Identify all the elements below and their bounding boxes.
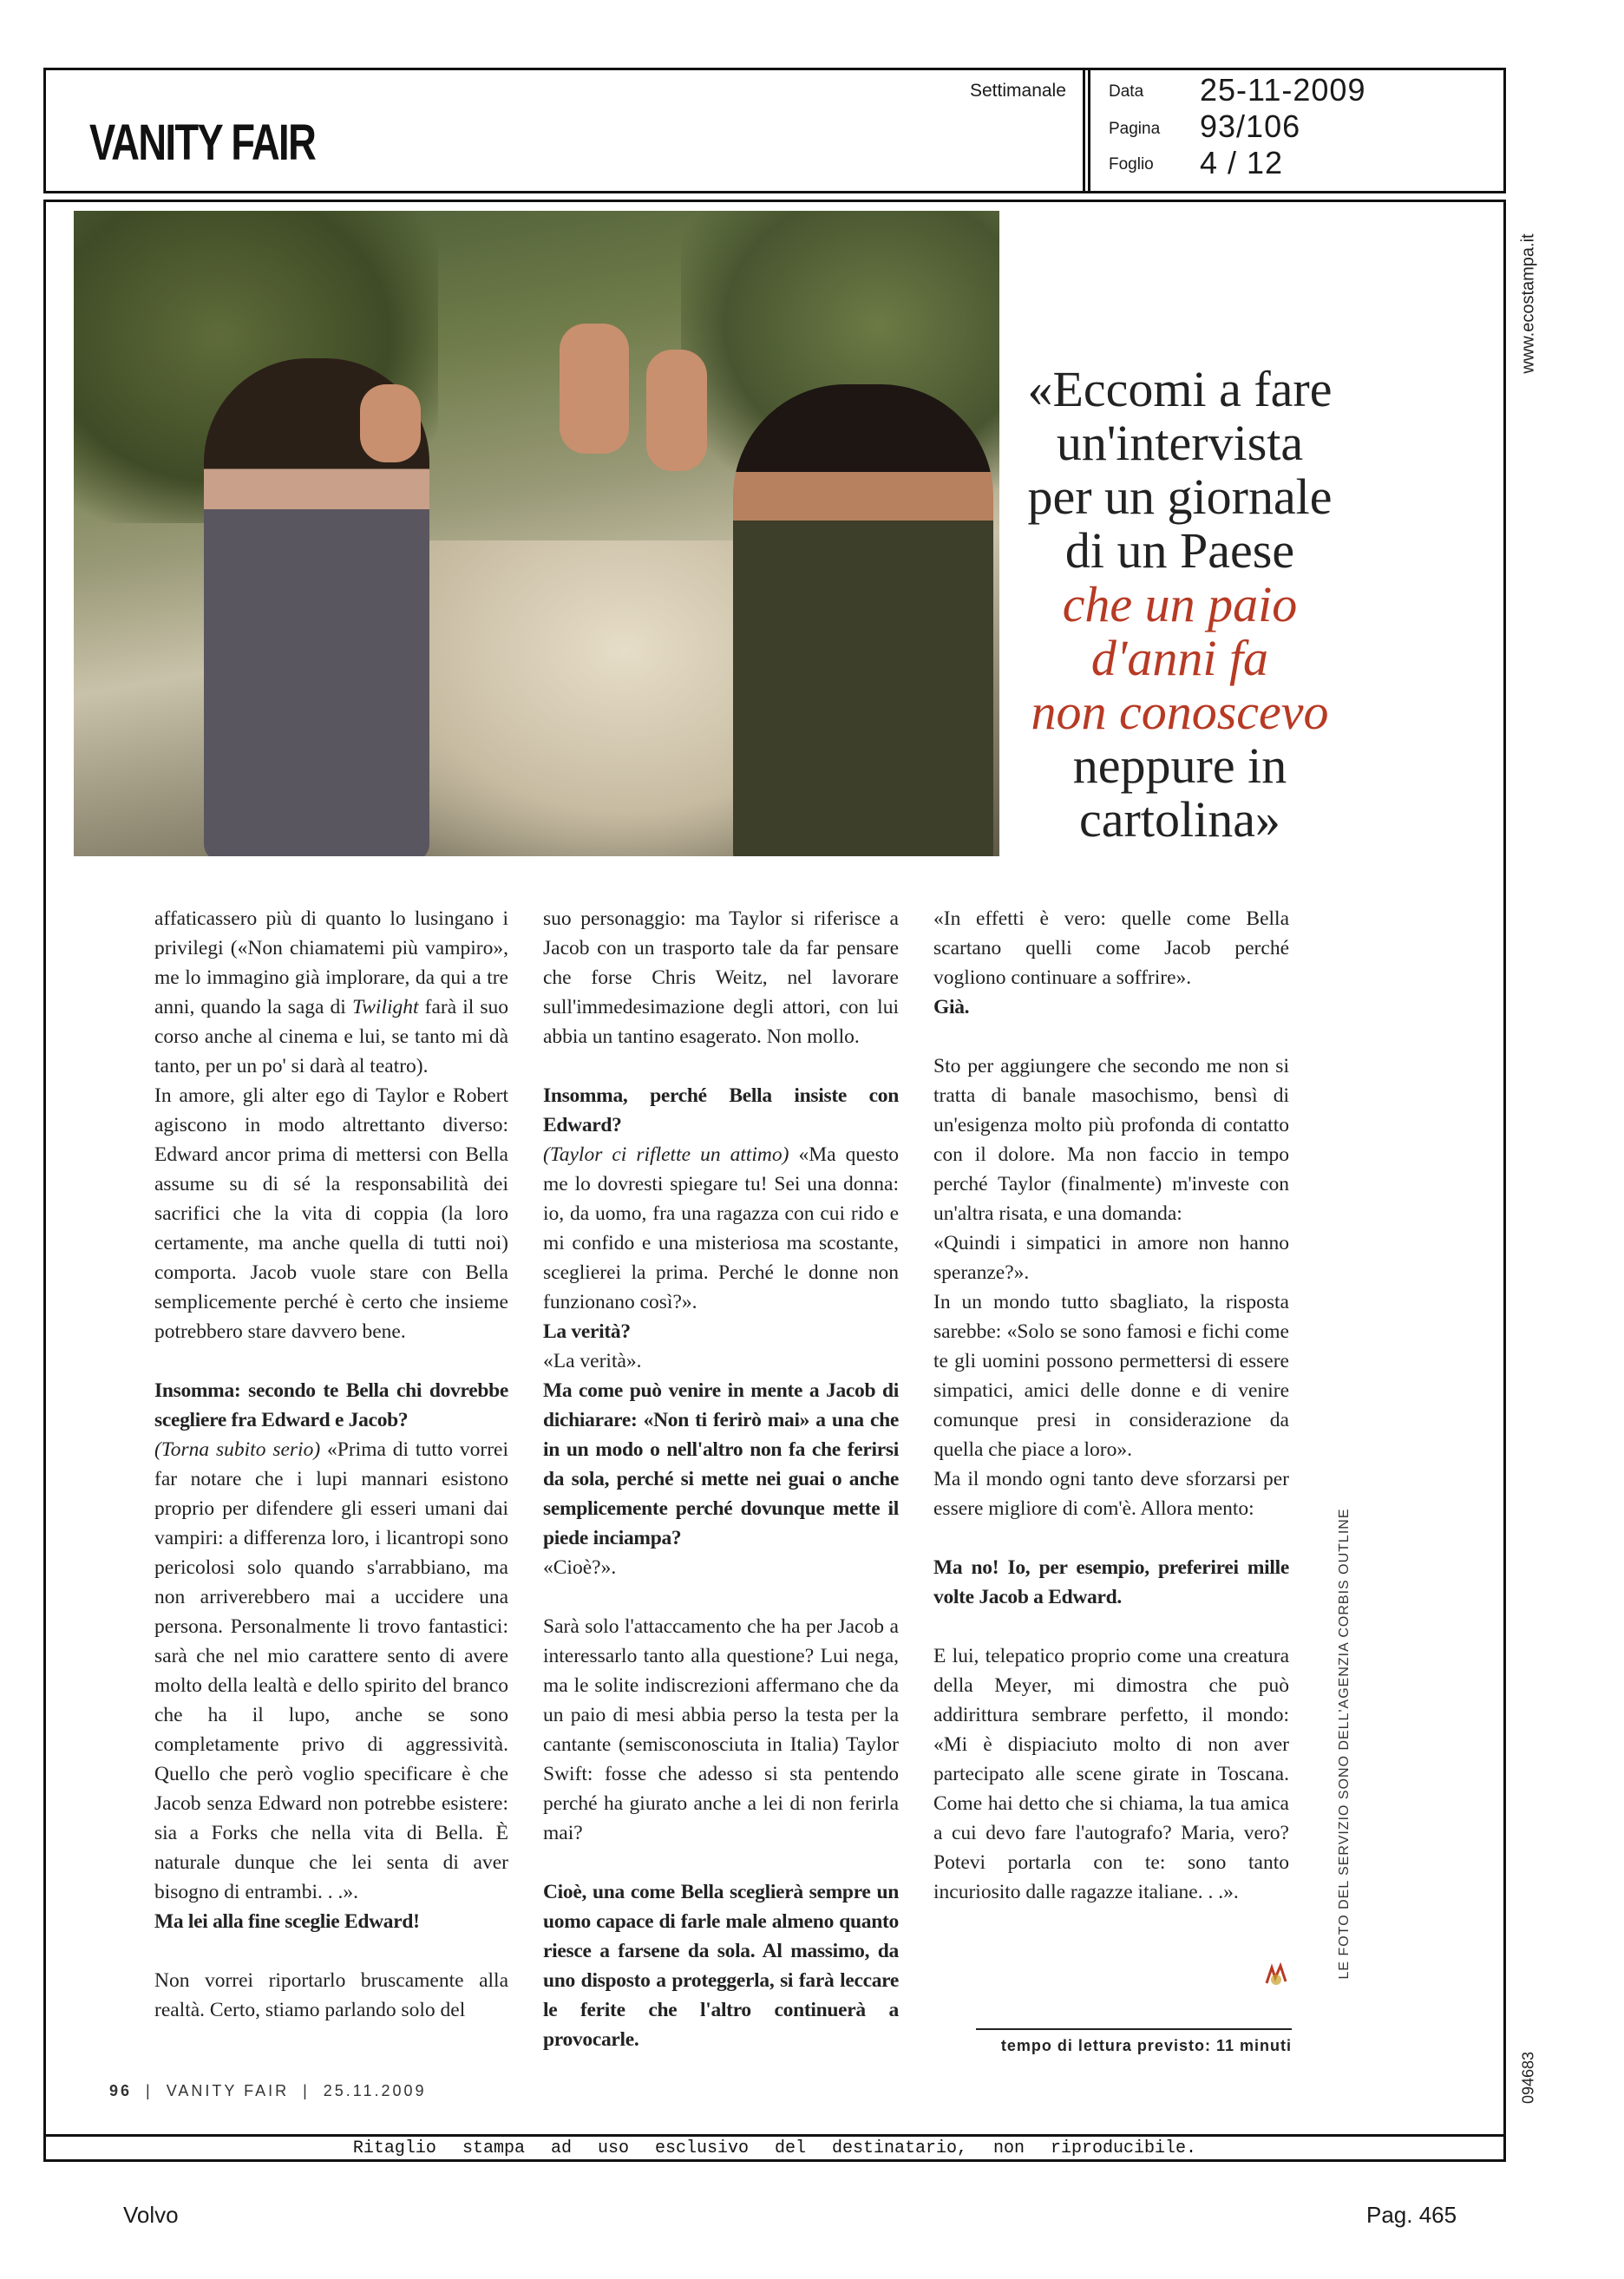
article-column-3 [933, 904, 1289, 1907]
pagina-label: Pagina [1109, 120, 1161, 138]
interview-question: Ma lei alla fine sceglie Edward! [154, 1910, 420, 1933]
magazine-footer: 96 | VANITY FAIR | 25.11.2009 [109, 2082, 427, 2099]
paragraph: E lui, telepatico proprio come una creatura della Meyer, mi dimostra che può addirittura sembrare perfetto, il mondo: «Mi è dispiaciuto molto di non aver partecipato alle scene girate in Toscana. Come hai detto che si chiama, la tua amica a cui devo fare l'autografo? Maria, vero? Potevi portarla con te: sono tanto incuriosito dalle ragazze italiane. . .». [933, 1645, 1289, 1903]
paragraph: «In effetti è vero: quelle come Bella scartano quelli come Jacob perché vogliono continuare a soffrire». [933, 907, 1289, 989]
document-code: 094683 [1519, 2051, 1537, 2105]
pagina-value: 93/106 [1200, 108, 1301, 144]
paragraph: (Taylor ci riflette un attimo) «Ma questo me lo dovresti spiegare tu! Sei una donna: io, da uomo, fra una ragazza con cui rido e mi confido e una misteriosa ma scostante, sceglierei la prima. Perché le donne non funzionano così?». [543, 1143, 899, 1313]
article-column-2 [543, 904, 899, 2054]
photo-credit: LE FOTO DEL SERVIZIO SONO DELL'AGENZIA CORBIS OUTLINE [1337, 1508, 1352, 1980]
pull-quote: «Eccomi a fare un'intervista per un giornale di un Paese che un paio d'anni fa non conoscevo neppure in cartolina» [1027, 361, 1333, 848]
article-column-1 [154, 904, 508, 2025]
paragraph: affaticassero più di quanto lo lusingano i privilegi («Non chiamatemi più vampiro», me lo immagino già implorare, da qui a tre anni, quando la saga di Twilight farà il suo corso anche al cinema e lui, se tanto mi dà tanto, per un po' si darà al teatro). [154, 907, 509, 1077]
header-divider [1083, 70, 1085, 191]
frequency-label: Settimanale [970, 81, 1066, 101]
data-label: Data [1109, 82, 1144, 101]
paragraph: Non vorrei riportarlo bruscamente alla realtà. Certo, stiamo parlando solo del [154, 1969, 508, 2021]
paragraph: (Torna subito serio) «Prima di tutto vorrei far notare che i lupi mannari esistono proprio per difendere gli esseri umani dai vampiri: a differenza loro, i licantropi sono pericolosi solo quando s'arrabbiano, ma non arriverebbero mai a uccidere una persona. Personalmente li trovo fantastici: sarà che nel mio carattere sento di avere molto della lealtà e dello spirito del branco che ha il lupo, anche se sono completamente privo di aggressività. Quello che però voglio specificare è che Jacob senza Edward non potrebbe esistere: sia a Forks che nella vita di Bella. È naturale dunque che lei senta di aver bisogno di entrambi. . .». [154, 1438, 508, 1903]
paragraph: «La verità». [543, 1350, 642, 1372]
end-mark-icon [1263, 1962, 1289, 1988]
vanity-fair-logo: VANITY FAIR [89, 115, 316, 171]
interview-question: Insomma: secondo te Bella chi dovrebbe scegliere fra Edward e Jacob? [154, 1379, 508, 1431]
paragraph: In un mondo tutto sbagliato, la risposta sarebbe: «Solo se sono famosi e fichi come te gli uomini possono permettersi di essere simpatici, amici delle donne e di venire comunque presi in considerazione da quella che piace a loro». [933, 1291, 1289, 1461]
ecostampa-watermark: www.ecostampa.it [1518, 233, 1538, 374]
interview-question: Ma come può venire in mente a Jacob di dichiarare: «Non ti ferirò mai» a una che in un modo o nell'altro non fa che ferirsi da sola, perché si mette nei guai o anche semplicemente perché dovunque mette il piede inciampa? [543, 1379, 899, 1549]
paragraph: «Cioè?». [543, 1556, 617, 1579]
clipping-notice: Ritaglio stampa ad uso esclusivo del destinatario, non riproducibile. [45, 2134, 1504, 2162]
clipping-header [43, 68, 1506, 193]
interview-question: La verità? [543, 1320, 631, 1343]
page-number: Pag. 465 [1366, 2202, 1457, 2228]
paragraph: Ma il mondo ogni tanto deve sforzarsi per essere migliore di com'è. Allora mento: [933, 1468, 1289, 1520]
header-divider [1088, 70, 1090, 191]
interview-question: Già. [933, 996, 970, 1018]
article-photo [74, 211, 999, 856]
interview-question: Cioè, una come Bella sceglierà sempre un uomo capace di farle male almeno quanto riesce a farsene da sola. Al massimo, da uno disposto a proteggerla, si farà leccare le ferite che l'altro continuerà a provocarle. [543, 1881, 899, 2051]
interview-question: Ma no! Io, per esempio, preferirei mille volte Jacob a Edward. [933, 1556, 1289, 1608]
paragraph: «Quindi i simpatici in amore non hanno speranze?». [933, 1232, 1289, 1284]
foglio-value: 4 / 12 [1200, 145, 1284, 180]
photo-figure-man [733, 384, 993, 856]
foglio-label: Foglio [1109, 155, 1154, 174]
paragraph: Sarà solo l'attaccamento che ha per Jacob a interessarlo tanto alla questione? Lui nega, ma le solite indiscrezioni affermano che da un paio di mesi abbia perso la testa per la cantante (semisconosciuta in Italia) Taylor Swift: fosse che adesso si sta pentendo perché ha giurato anche a lei di non ferirla mai? [543, 1615, 899, 1844]
paragraph: suo personaggio: ma Taylor si riferisce a Jacob con un trasporto tale da far pensare che forse Chris Weitz, nel lavorare sull'immedesimazione degli attori, con lui abbia un tantino esagerato. Non mollo. [543, 907, 899, 1048]
reading-time: tempo di lettura previsto: 11 minuti [976, 2028, 1292, 2055]
paragraph: Sto per aggiungere che secondo me non si tratta di banale masochismo, bensì di un'esigenza molto più profonda di contatto con il dolore. Ma non faccio in tempo perché Taylor (finalmente) m'investe con un'altra risata, e una domanda: [933, 1055, 1289, 1225]
interview-question: Insomma, perché Bella insiste con Edward? [543, 1084, 899, 1136]
data-value: 25-11-2009 [1200, 72, 1366, 108]
paragraph: In amore, gli alter ego di Taylor e Robert agiscono in modo altrettanto diverso: Edward ancor prima di mettersi con Bella assume su di sé la responsabilità dei sacrifici che la vita di coppia (la loro certamente, ma anche quella di tutti noi) comporta. Jacob vuole stare con Bella semplicemente perché è certo che insieme potrebbero stare davvero bene. [154, 1084, 508, 1343]
client-name: Volvo [123, 2202, 179, 2228]
